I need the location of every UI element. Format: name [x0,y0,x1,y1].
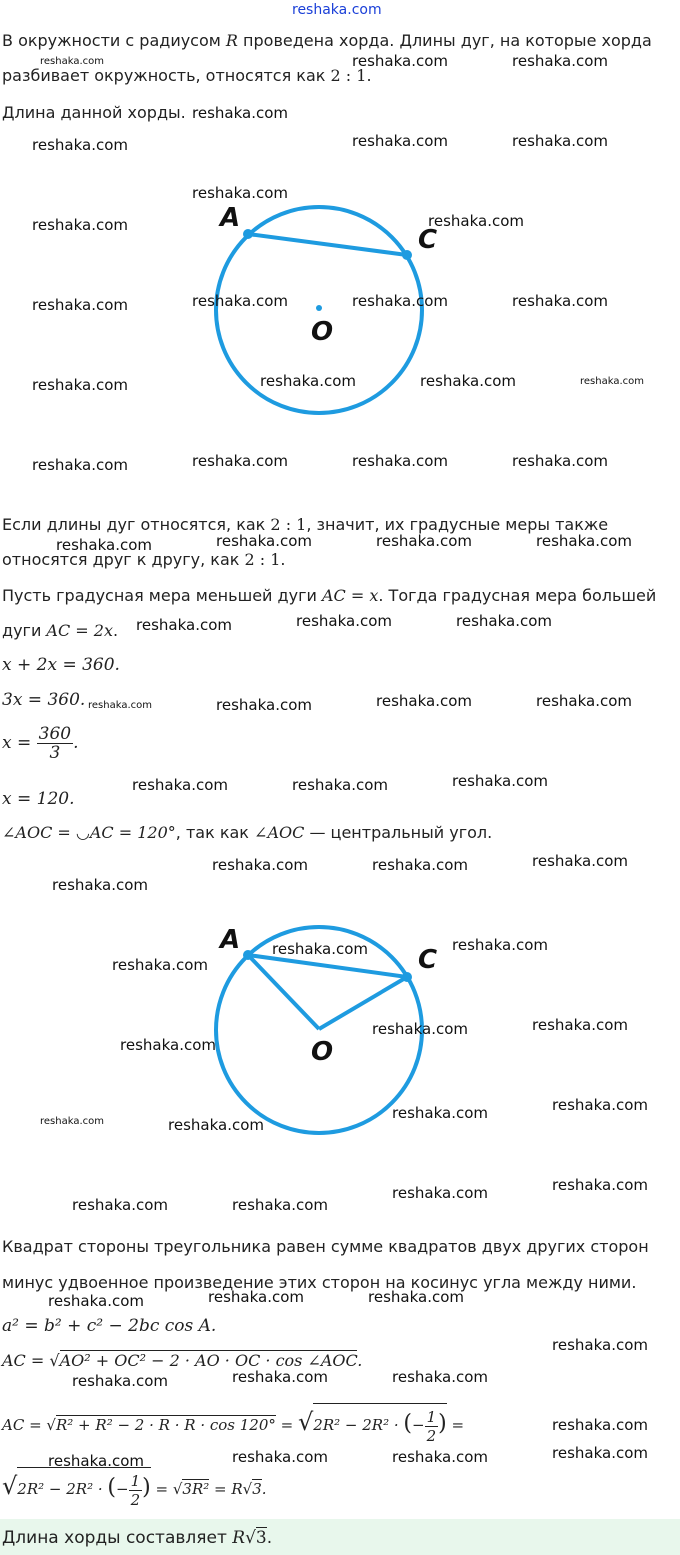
watermark: reshaka.com [580,376,644,387]
watermark: reshaka.com [40,1116,104,1127]
watermark: reshaka.com [296,612,392,630]
watermark: reshaka.com [260,372,356,390]
watermark: reshaka.com [88,700,152,711]
watermark: reshaka.com [48,1292,144,1310]
watermark: reshaka.com [32,456,128,474]
watermark: reshaka.com [456,612,552,630]
watermark: reshaka.com [120,1036,216,1054]
watermark: reshaka.com [32,136,128,154]
center-o-dot [316,305,322,311]
sqrt-sign: √ [46,1416,56,1434]
label-a: A [220,203,241,233]
watermark: reshaka.com [232,1448,328,1466]
watermark: reshaka.com [392,1368,488,1386]
formula-ac-2: AC = √R² + R² − 2 · R · R · cos 120° = √2R² − 2R² · (− $\frac{1}{2}$ ) = [2,1398,464,1449]
watermark: reshaka.com [48,1452,144,1470]
chord-ac [248,955,407,977]
radical-body: 2R² − 2R² · (− $\frac{1}{2}$ ) [17,1467,150,1509]
watermark: reshaka.com [376,532,472,550]
watermark: reshaka.com [208,1288,304,1306]
watermark: reshaka.com [452,936,548,954]
watermark: reshaka.com [232,1368,328,1386]
watermark: reshaka.com [216,532,312,550]
watermark: reshaka.com [192,104,288,122]
cosine-formula: a² = b² + c² − 2bc cos A. [2,1316,217,1336]
sqrt-sign: √ [298,1408,314,1436]
label-c: C [418,945,438,975]
watermark: reshaka.com [552,1444,648,1462]
problem-line-2: разбивает окружность, относятся как 2 : 1. [2,66,372,85]
label-o: O [311,1037,334,1067]
label-a: A [220,925,241,955]
cosine-rule-line2: минус удвоенное произведение этих сторон на косинус угла между ними. [2,1273,637,1292]
watermark: reshaka.com [112,956,208,974]
solution-p2-line1: Пусть градусная мера меньшей дуги AC = x. Тогда градусная мера большей [2,586,657,605]
formula-ac-3: √2R² − 2R² · (− $\frac{1}{2}$ ) = √3R² = R√3. [2,1462,267,1513]
watermark: reshaka.com [192,292,288,310]
solution-p1-line1: Если длины дуг относятся, как 2 : 1, значит, их градусные меры также [2,515,609,534]
chord-ac [248,234,407,255]
equation-2: 3x = 360. [2,690,86,710]
radical-body: 2R² − 2R² · (− $\frac{1}{2}$ ) [313,1403,446,1445]
watermark: reshaka.com [212,856,308,874]
watermark: reshaka.com [372,1020,468,1038]
equation-5: ∠AOC = ◡AC = 120°, так как ∠AOC — центральный угол. [2,823,493,842]
watermark: reshaka.com [292,776,388,794]
paren-close: ) [142,1475,151,1500]
watermark: reshaka.com [552,1416,648,1434]
watermark: reshaka.com [136,616,232,634]
watermark: reshaka.com [168,1116,264,1134]
watermark: reshaka.com [392,1184,488,1202]
paren-open: ( [403,1411,413,1436]
solution-p1-line2: относятся друг к другу, как 2 : 1. [2,550,286,569]
watermark: reshaka.com [192,452,288,470]
watermark: reshaka.com [232,1196,328,1214]
sqrt-sign: √ [242,1480,253,1498]
watermark: reshaka.com [216,696,312,714]
watermark: reshaka.com [512,292,608,310]
watermark: reshaka.com [352,452,448,470]
watermark: reshaka.com [532,852,628,870]
watermark: reshaka.com [32,376,128,394]
sqrt-sign: √ [2,1472,18,1500]
point-c-dot [402,250,412,260]
watermark: reshaka.com [552,1096,648,1114]
watermark: reshaka.com [352,132,448,150]
watermark: reshaka.com [52,876,148,894]
watermark: reshaka.com [72,1196,168,1214]
sqrt-sign: √ [245,1528,256,1548]
point-c-dot [402,972,412,982]
cosine-rule-line1: Квадрат стороны треугольника равен сумме квадратов двух других сторон [2,1237,649,1256]
watermark: reshaka.com [32,296,128,314]
paren-open: ( [107,1475,117,1500]
formula-ac-1: AC = √AO² + OC² − 2 · AO · OC · cos ∠AOC. [2,1351,363,1370]
watermark: reshaka.com [192,184,288,202]
watermark: reshaka.com [132,776,228,794]
watermark: reshaka.com [56,536,152,554]
label-o: O [311,317,334,347]
equation-1: x + 2x = 360. [2,655,120,675]
watermark: reshaka.com [512,452,608,470]
problem-line-3: Длина данной хорды. [2,103,186,122]
watermark: reshaka.com [532,1016,628,1034]
watermark: reshaka.com [376,692,472,710]
watermark: reshaka.com [352,292,448,310]
watermark: reshaka.com [452,772,548,790]
watermark: reshaka.com [372,856,468,874]
watermark: reshaka.com [392,1104,488,1122]
watermark: reshaka.com [552,1336,648,1354]
solution-p2-line2: дуги AC = 2x. [2,621,119,640]
paren-close: ) [438,1411,447,1436]
watermark: reshaka.com [512,52,608,70]
watermark: reshaka.com [40,56,104,67]
header-watermark[interactable]: reshaka.com [292,2,382,18]
equation-4: x = 120. [2,789,75,809]
answer-box [0,1519,680,1555]
fraction-one-half: $\frac{1}{2}$ [426,1407,437,1445]
watermark: reshaka.com [72,1372,168,1390]
watermark: reshaka.com [512,132,608,150]
watermark: reshaka.com [32,216,128,234]
watermark: reshaka.com [536,692,632,710]
equation-3: x = $\frac{360}{3}$ . [2,724,79,763]
label-c: C [418,225,438,255]
fraction-360-3: $\frac{360}{3}$ [38,724,72,763]
answer-text: Длина хорды составляет R√3. [2,1528,273,1548]
fraction-one-half: $\frac{1}{2}$ [130,1471,141,1509]
point-a-dot [243,950,253,960]
watermark: reshaka.com [428,212,524,230]
watermark: reshaka.com [272,940,368,958]
watermark: reshaka.com [368,1288,464,1306]
problem-line-1: В окружности с радиусом R проведена хорда. Длины дуг, на которые хорда [2,31,652,50]
sqrt-sign: √ [172,1480,183,1498]
watermark: reshaka.com [536,532,632,550]
watermark: reshaka.com [352,52,448,70]
watermark: reshaka.com [420,372,516,390]
radius-ao [248,955,319,1029]
sqrt-sign: √ [49,1351,60,1370]
watermark: reshaka.com [552,1176,648,1194]
watermark: reshaka.com [392,1448,488,1466]
point-a-dot [243,229,253,239]
